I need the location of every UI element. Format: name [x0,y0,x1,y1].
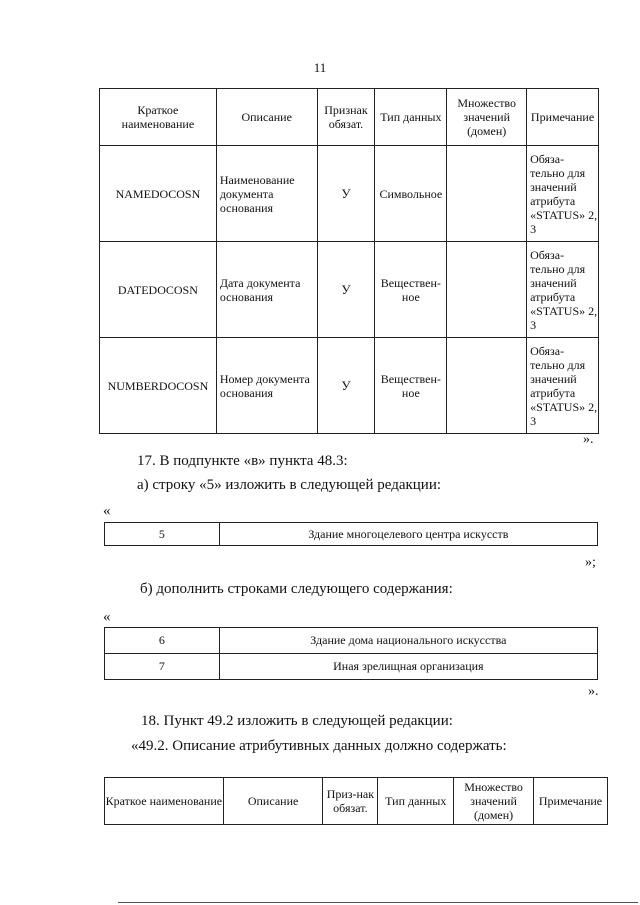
header-description: Описание [223,778,323,825]
cell-data-type: Веществен-ное [375,242,447,338]
cell-description: Номер документа основания [216,338,317,434]
header-data-type: Тип данных [378,778,454,825]
item-17-sub-b: б) дополнить строками следующего содержания: [140,581,453,597]
header-short-name: Краткое наименование [100,89,217,146]
cell-required: У [317,338,375,434]
cell-description: Дата документа основания [216,242,317,338]
rows-b-table [104,627,598,680]
cell-name: Здание многоцелевого центра искусств [219,523,597,546]
table-header-row [100,89,599,146]
close-quote-a: »; [585,555,596,570]
page-number: 11 [313,60,327,75]
header-note: Примечание [527,89,599,146]
table-row [105,523,598,546]
cell-domain [447,338,527,434]
cell-name: Иная зрелищная организация [219,654,597,680]
cell-description: Наименование документа основания [216,146,317,242]
cell-data-type: Символьное [375,146,447,242]
attribute-table-2 [104,777,608,825]
header-domain: Множество значений (домен) [454,778,534,825]
table-row [105,628,598,654]
cell-required: У [317,242,375,338]
cell-note: Обяза-тельно для значений атрибута «STATUS» 2, 3 [527,242,599,338]
header-data-type: Тип данных [375,89,447,146]
item-18-heading: 18. Пункт 49.2 изложить в следующей редакции: [141,713,453,729]
table-row [105,654,598,680]
cell-note: Обяза-тельно для значений атрибута «STATUS» 2, 3 [527,338,599,434]
table-row [100,146,599,242]
attribute-table [99,88,599,434]
item-17-heading: 17. В подпункте «в» пункта 48.3: [137,453,348,469]
cell-code: 5 [105,523,220,546]
cell-data-type: Веществен-ное [375,338,447,434]
cell-name: Здание дома национального искусства [219,628,597,654]
header-domain: Множество значений (домен) [447,89,527,146]
open-quote-a: « [103,503,111,519]
cell-short-name: NAMEDOCOSN [100,146,217,242]
table-row [100,338,599,434]
cell-note: Обяза-тельно для значений атрибута «STATUS» 2, 3 [527,146,599,242]
header-note: Примечание [534,778,608,825]
cell-domain [447,146,527,242]
scan-edge-line [118,902,638,903]
cell-code: 6 [105,628,220,654]
header-required: Признак обязат. [317,89,375,146]
cell-code: 7 [105,654,220,680]
cell-short-name: DATEDOCOSN [100,242,217,338]
header-required: Приз-нак обязат. [323,778,378,825]
header-short-name: Краткое наименование [105,778,224,825]
cell-domain [447,242,527,338]
table-header-row [105,778,608,825]
item-18-intro: «49.2. Описание атрибутивных данных должно содержать: [131,738,507,754]
cell-short-name: NUMBERDOCOSN [100,338,217,434]
open-quote-b: « [103,609,111,625]
table-closing-quote: ». [583,432,594,447]
item-17-sub-a: а) строку «5» изложить в следующей редакции: [137,477,442,493]
table-row [100,242,599,338]
cell-required: У [317,146,375,242]
close-quote-b: ». [588,684,599,699]
row5-table [104,522,598,546]
header-description: Описание [216,89,317,146]
